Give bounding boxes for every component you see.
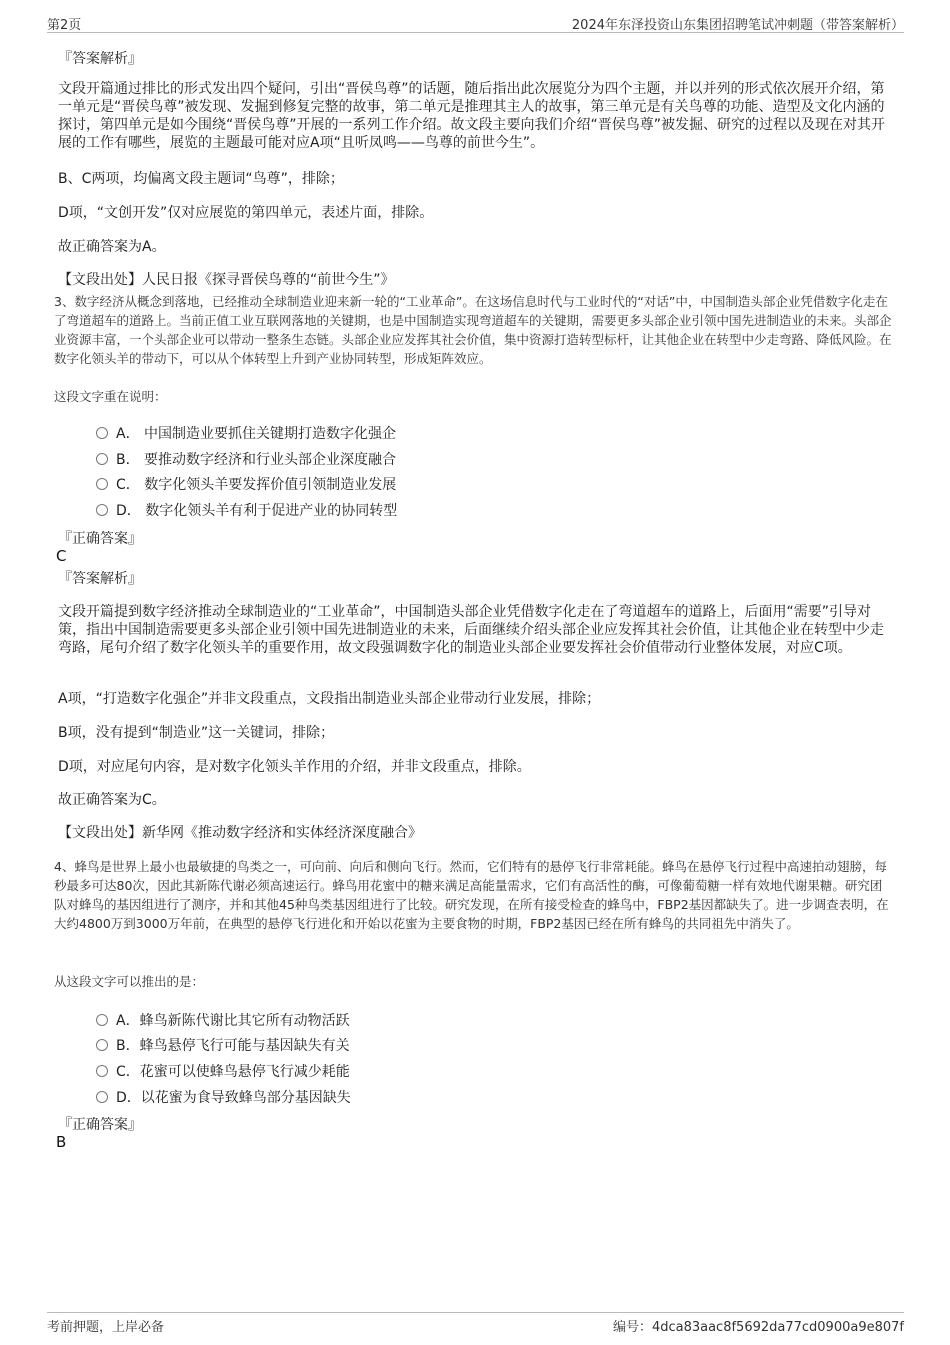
option-label: B．蜂鸟悬停飞行可能与基因缺失有关 — [116, 1038, 350, 1054]
document-code: 编号：4dca83aac8f5692da77cd0900a9e807f — [612, 1320, 904, 1335]
analysis-line-a: A项，“打造数字化强企”并非文段重点，文段指出制造业头部企业带动行业发展，排除； — [58, 691, 601, 707]
option-label: C．花蜜可以使蜂鸟悬停飞行减少耗能 — [116, 1064, 350, 1080]
footer-slogan: 考前押题，上岸必备 — [47, 1320, 165, 1335]
correct-answer: C — [56, 547, 67, 565]
analysis-line-bc: B、C两项，均偏离文段主题词“鸟尊”，排除； — [58, 171, 344, 187]
correct-answer: B — [56, 1133, 67, 1151]
page-number: 第2页 — [47, 18, 82, 33]
analysis-text: 文段开篇提到数字经济推动全球制造业的“工业革命”，中国制造头部企业凭借数字化走在了弯道超车的道路上，后面用“需要”引导对策，指出中国制造需要更多头部企业引领中国先进制造业的未来，后面继续介绍头部企业应发挥其社会价值，让其他企业在转型中少走弯路，尾句介绍了数字化领头羊的重要作用，故文段强调数字化的制造业头部企业要发挥社会价值带动行业整体发展，对应C项。 — [58, 604, 884, 656]
page-footer — [47, 1312, 904, 1335]
option-b[interactable] — [96, 449, 396, 469]
radio-icon[interactable] — [96, 427, 108, 439]
correct-answer-label: 『正确答案』 — [58, 1117, 142, 1133]
analysis-conclusion: 故正确答案为C。 — [58, 792, 166, 808]
source-citation: 【文段出处】人民日报《探寻晋侯鸟尊的“前世今生”》 — [58, 272, 395, 288]
option-label: D． 数字化领头羊有利于促进产业的协同转型 — [116, 503, 398, 519]
document-title: 2024年东泽投资山东集团招聘笔试冲刺题（带答案解析） — [571, 18, 904, 33]
question-stem: 4、蜂鸟是世界上最小也最敏捷的鸟类之一，可向前、向后和侧向飞行。然而，它们特有的悬停飞行非常耗能。蜂鸟在悬停飞行过程中高速拍动翅膀，每秒最多可达80次，因此其新陈代谢必须高速运行。蜂鸟用花蜜中的糖来满足高能量需求，它们有高活性的酶，可像葡萄糖一样有效地代谢果糖。研究团队对蜂鸟的基因组进行了测序，并和其他45种鸟类基因组进行了比较。研究发现，在所有接受检查的蜂鸟中，FBP2基因都缺失了。进一步调查表明，在大约4800万到3000万年前，在典型的悬停飞行进化和开始以花蜜为主要食物的时期，FBP2基因已经在所有蜂鸟的共同祖先中消失了。 — [54, 859, 889, 931]
analysis-label: 『答案解析』 — [58, 51, 142, 67]
option-label: C． 数字化领头羊要发挥价值引领制造业发展 — [116, 477, 397, 493]
option-a[interactable] — [96, 423, 396, 443]
option-label: B． 要推动数字经济和行业头部企业深度融合 — [116, 452, 397, 468]
analysis-line-b: B项，没有提到“制造业”这一关键词，排除； — [58, 725, 335, 741]
question-stem: 3、数字经济从概念到落地，已经推动全球制造业迎来新一轮的“工业革命”。在这场信息时代与工业时代的“对话”中，中国制造头部企业凭借数字化走在了弯道超车的道路上。当前正值工业互联网落地的关键期，也是中国制造实现弯道超车的关键期，需要更多头部企业引领中国先进制造业的未来。头部企业资源丰富，一个头部企业可以带动一整条生态链。头部企业应发挥其社会价值，集中资源打造转型标杆，让其他企业在转型中少走弯路、降低风险。在数字化领头羊的带动下，可以从个体转型上升到产业协同转型，形成矩阵效应。 — [54, 294, 892, 366]
option-c[interactable] — [96, 474, 396, 494]
correct-answer-label: 『正确答案』 — [58, 531, 142, 547]
question-prompt: 这段文字重在说明： — [54, 389, 167, 404]
radio-icon[interactable] — [96, 453, 108, 465]
option-c[interactable] — [96, 1061, 350, 1081]
radio-icon[interactable] — [96, 1039, 108, 1051]
analysis-line-d: D项，对应尾句内容，是对数字化领头羊作用的介绍，并非文段重点，排除。 — [58, 759, 531, 775]
analysis-line-d: D项，“文创开发”仅对应展览的第四单元，表述片面，排除。 — [58, 205, 434, 221]
option-label: A． 中国制造业要抓住关键期打造数字化强企 — [116, 426, 397, 442]
analysis-conclusion: 故正确答案为A。 — [58, 239, 166, 255]
option-a[interactable] — [96, 1010, 350, 1030]
option-d[interactable] — [96, 1087, 351, 1107]
radio-icon[interactable] — [96, 1014, 108, 1026]
radio-icon[interactable] — [96, 1065, 108, 1077]
option-b[interactable] — [96, 1035, 350, 1055]
source-citation: 【文段出处】新华网《推动数字经济和实体经济深度融合》 — [58, 825, 422, 841]
page-header — [47, 12, 904, 33]
option-label: D．以花蜜为食导致蜂鸟部分基因缺失 — [116, 1090, 351, 1106]
radio-icon[interactable] — [96, 1091, 108, 1103]
analysis-text: 文段开篇通过排比的形式发出四个疑问，引出“晋侯鸟尊”的话题，随后指出此次展览分为四个主题，并以并列的形式依次展开介绍，第一单元是“晋侯鸟尊”被发现、发掘到修复完整的故事，第二单元是推理其主人的故事，第三单元是有关鸟尊的功能、造型及文化内涵的探讨，第四单元是如今围绕“晋侯鸟尊”开展的一系列工作介绍。故文段主要向我们介绍“晋侯鸟尊”被发掘、研究的过程以及现在对其开展的工作有哪些，展览的主题最可能对应A项“且听凤鸣——鸟尊的前世今生”。 — [58, 81, 886, 151]
option-label: A．蜂鸟新陈代谢比其它所有动物活跃 — [116, 1013, 350, 1029]
option-d[interactable] — [96, 500, 397, 520]
radio-icon[interactable] — [96, 478, 108, 490]
question-prompt: 从这段文字可以推出的是： — [54, 974, 205, 989]
radio-icon[interactable] — [96, 504, 108, 516]
analysis-label: 『答案解析』 — [58, 571, 142, 587]
